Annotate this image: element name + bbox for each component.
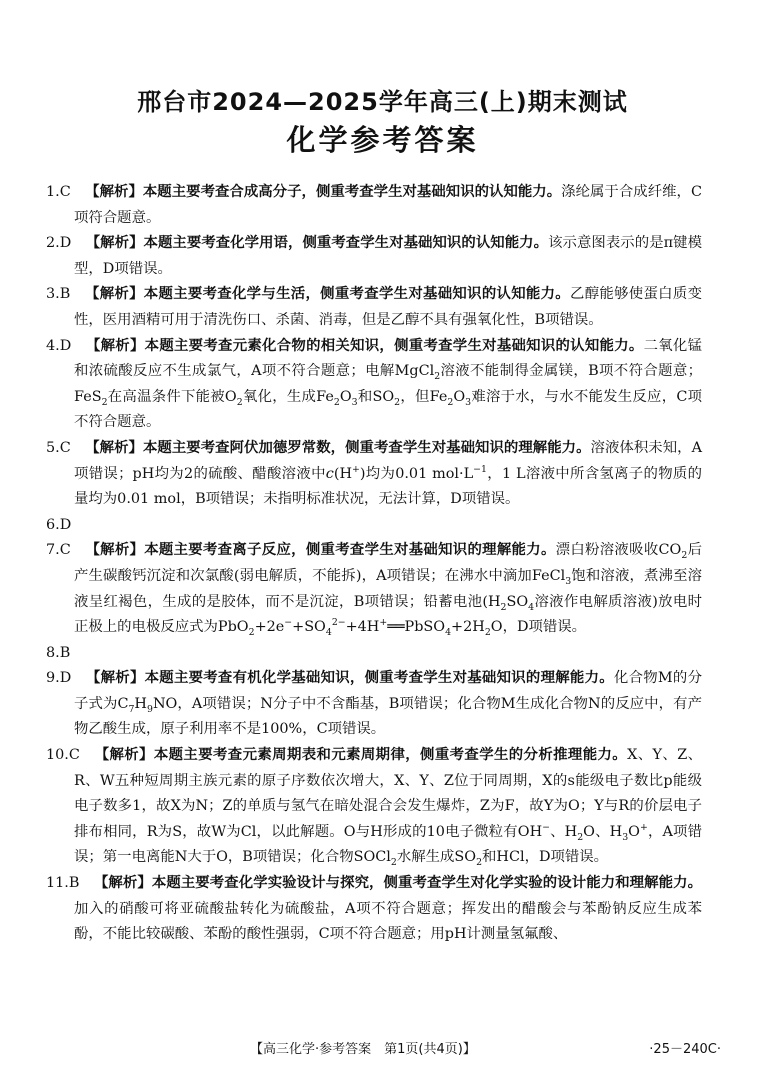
analysis-tag: 【解析】 [85,337,145,354]
analysis-tag: 【解析】 [84,286,144,303]
analysis-summary: 本题主要考查有机化学基础知识，侧重考查学生对基础知识的理解能力。 [144,670,614,687]
answer-item [46,641,702,667]
answer-list [46,180,702,948]
analysis-tag: 【解析】 [85,670,145,687]
answer-item [46,436,702,513]
answer-item [46,334,702,436]
analysis-body: 化合物M的分子式为$C_7H_9NO$，A项错误；N分子中不含酯基，B项错误；化合物M生成化合物N的反应中，有产物乙酸生成，原子利用率不是100%，C项错误。 [74,670,703,738]
analysis-summary: 本题主要考查元素周期表和元素周期律，侧重考查学生的分析推理能力。 [153,747,628,764]
answer-item [46,282,702,333]
footer-code: ·25－240C· [649,1042,721,1057]
analysis-summary: 本题主要考查阿伏加德罗常数，侧重考查学生对基础知识的理解能力。 [142,439,591,456]
analysis-body: 二氧化锰和浓硫酸反应不生成氯气，A项不符合题意；电解MgCl$_2$溶液不能制得金属镁，B项不符合题意；FeS$_2$在高温条件下能被$O_2$氧化，生成$Fe_2O_3$和$SO_2$，但$Fe_2O_3$难溶于水，与水不能发生反应，C项不符合题意。 [74,337,702,431]
analysis-tag: 【解析】 [85,439,143,456]
analysis-tag: 【解析】 [85,235,144,252]
answer-number: 6.D [46,516,72,533]
analysis-tag: 【解析】 [94,747,154,764]
answer-number: 7.C [46,542,71,559]
answer-number: 4.D [46,337,72,354]
answer-item [46,743,702,871]
answer-number: 8.B [46,644,71,661]
answer-number: 3.B [46,286,71,303]
analysis-tag: 【解析】 [85,542,145,559]
analysis-summary: 本题主要考查元素化合物的相关知识，侧重考查学生对基础知识的认知能力。 [144,337,644,354]
analysis-body: 加入的硝酸可将亚硫酸盐转化为硫酸盐，A项不符合题意；挥发出的醋酸会与苯酚钠反应生成苯酚，不能比较碳酸、苯酚的酸性强弱，C项不符合题意；用pH计测量氢氟酸、 [74,900,702,943]
analysis-body: 漂白粉溶液吸收$CO_2$后产生碳酸钙沉淀和次氯酸(弱电解质，不能拆)，A项错误；在沸水中滴加FeCl$_3$饱和溶液，煮沸至溶液呈红褐色，生成的是胶体，而不是沉淀，B项错误；铅蓄电池($H_2SO_4$溶液作电解质溶液)放电时正极上的电极反应式为$PbO_2+2e^-+SO_4^{2-}+4H^+══PbSO_4+2H_2O$，D项错误。 [74,542,702,638]
footer-page-info: 【高三化学·参考答案 第1页(共4页)】 [250,1042,476,1057]
analysis-tag: 【解析】 [85,184,143,200]
answer-number: 5.C [46,439,71,456]
answer-item [46,871,702,948]
answer-item [46,180,702,231]
answer-number: 1.C [46,184,71,200]
analysis-body: X、Y、Z、R、W五种短周期主族元素的原子序数依次增大，X、Y、Z位于同周期，X的s能级电子数比p能级电子数多1，故X为N；Z的单质与氢气在暗处混合会发生爆炸，Z为F，故Y为O；Y与R的价层电子排布相同，R为S，故W为Cl，以此解题。O与H形成的10电子微粒有OH−、$H_2O$、$H_3O^+$，A项错误；第一电离能N大于O，B项错误；化合物SOCl$_2$水解生成$SO_2$和HCl，D项错误。 [74,747,702,869]
answer-item [46,513,702,539]
answer-number: 2.D [46,235,72,252]
answer-item [46,666,702,743]
answer-number: 9.D [46,670,72,687]
answer-number: 11.B [46,875,80,892]
answer-number: 10.C [46,747,80,764]
analysis-body: 溶液体积未知，A项错误；pH均为2的硫酸、醋酸溶液中c(H+)均为0.01 $mol\cdot L^{-1}$，1 L溶液中所含氢离子的物质的量均为0.01 mol，B项错误；未指明标准状况，无法计算，D项错误。 [74,439,702,508]
analysis-summary: 本题主要考查化学实验设计与探究，侧重考查学生对化学实验的设计能力和理解能力。 [151,875,702,892]
analysis-body: 乙醇能够使蛋白质变性，医用酒精可用于清洗伤口、杀菌、消毒，但是乙醇不具有强氧化性，B项错误。 [74,286,702,328]
analysis-tag: 【解析】 [93,875,152,892]
analysis-summary: 本题主要考查合成高分子，侧重考查学生对基础知识的认知能力。 [142,184,562,200]
answer-item [46,231,702,282]
page-subtitle: 化学参考答案 [286,123,479,157]
analysis-summary: 本题主要考查化学与生活，侧重考查学生对基础知识的认知能力。 [143,286,570,303]
analysis-summary: 本题主要考查离子反应，侧重考查学生对基础知识的理解能力。 [144,542,556,559]
analysis-body: 涤纶属于合成纤维，C项符合题意。 [74,184,702,226]
analysis-summary: 本题主要考查化学用语，侧重考查学生对基础知识的认知能力。 [143,235,549,252]
page-title: 邢台市2024—2025学年高三(上)期末测试 [137,88,628,116]
analysis-body: 该示意图表示的是π键模型，D项错误。 [74,235,702,277]
answer-item [46,538,702,640]
